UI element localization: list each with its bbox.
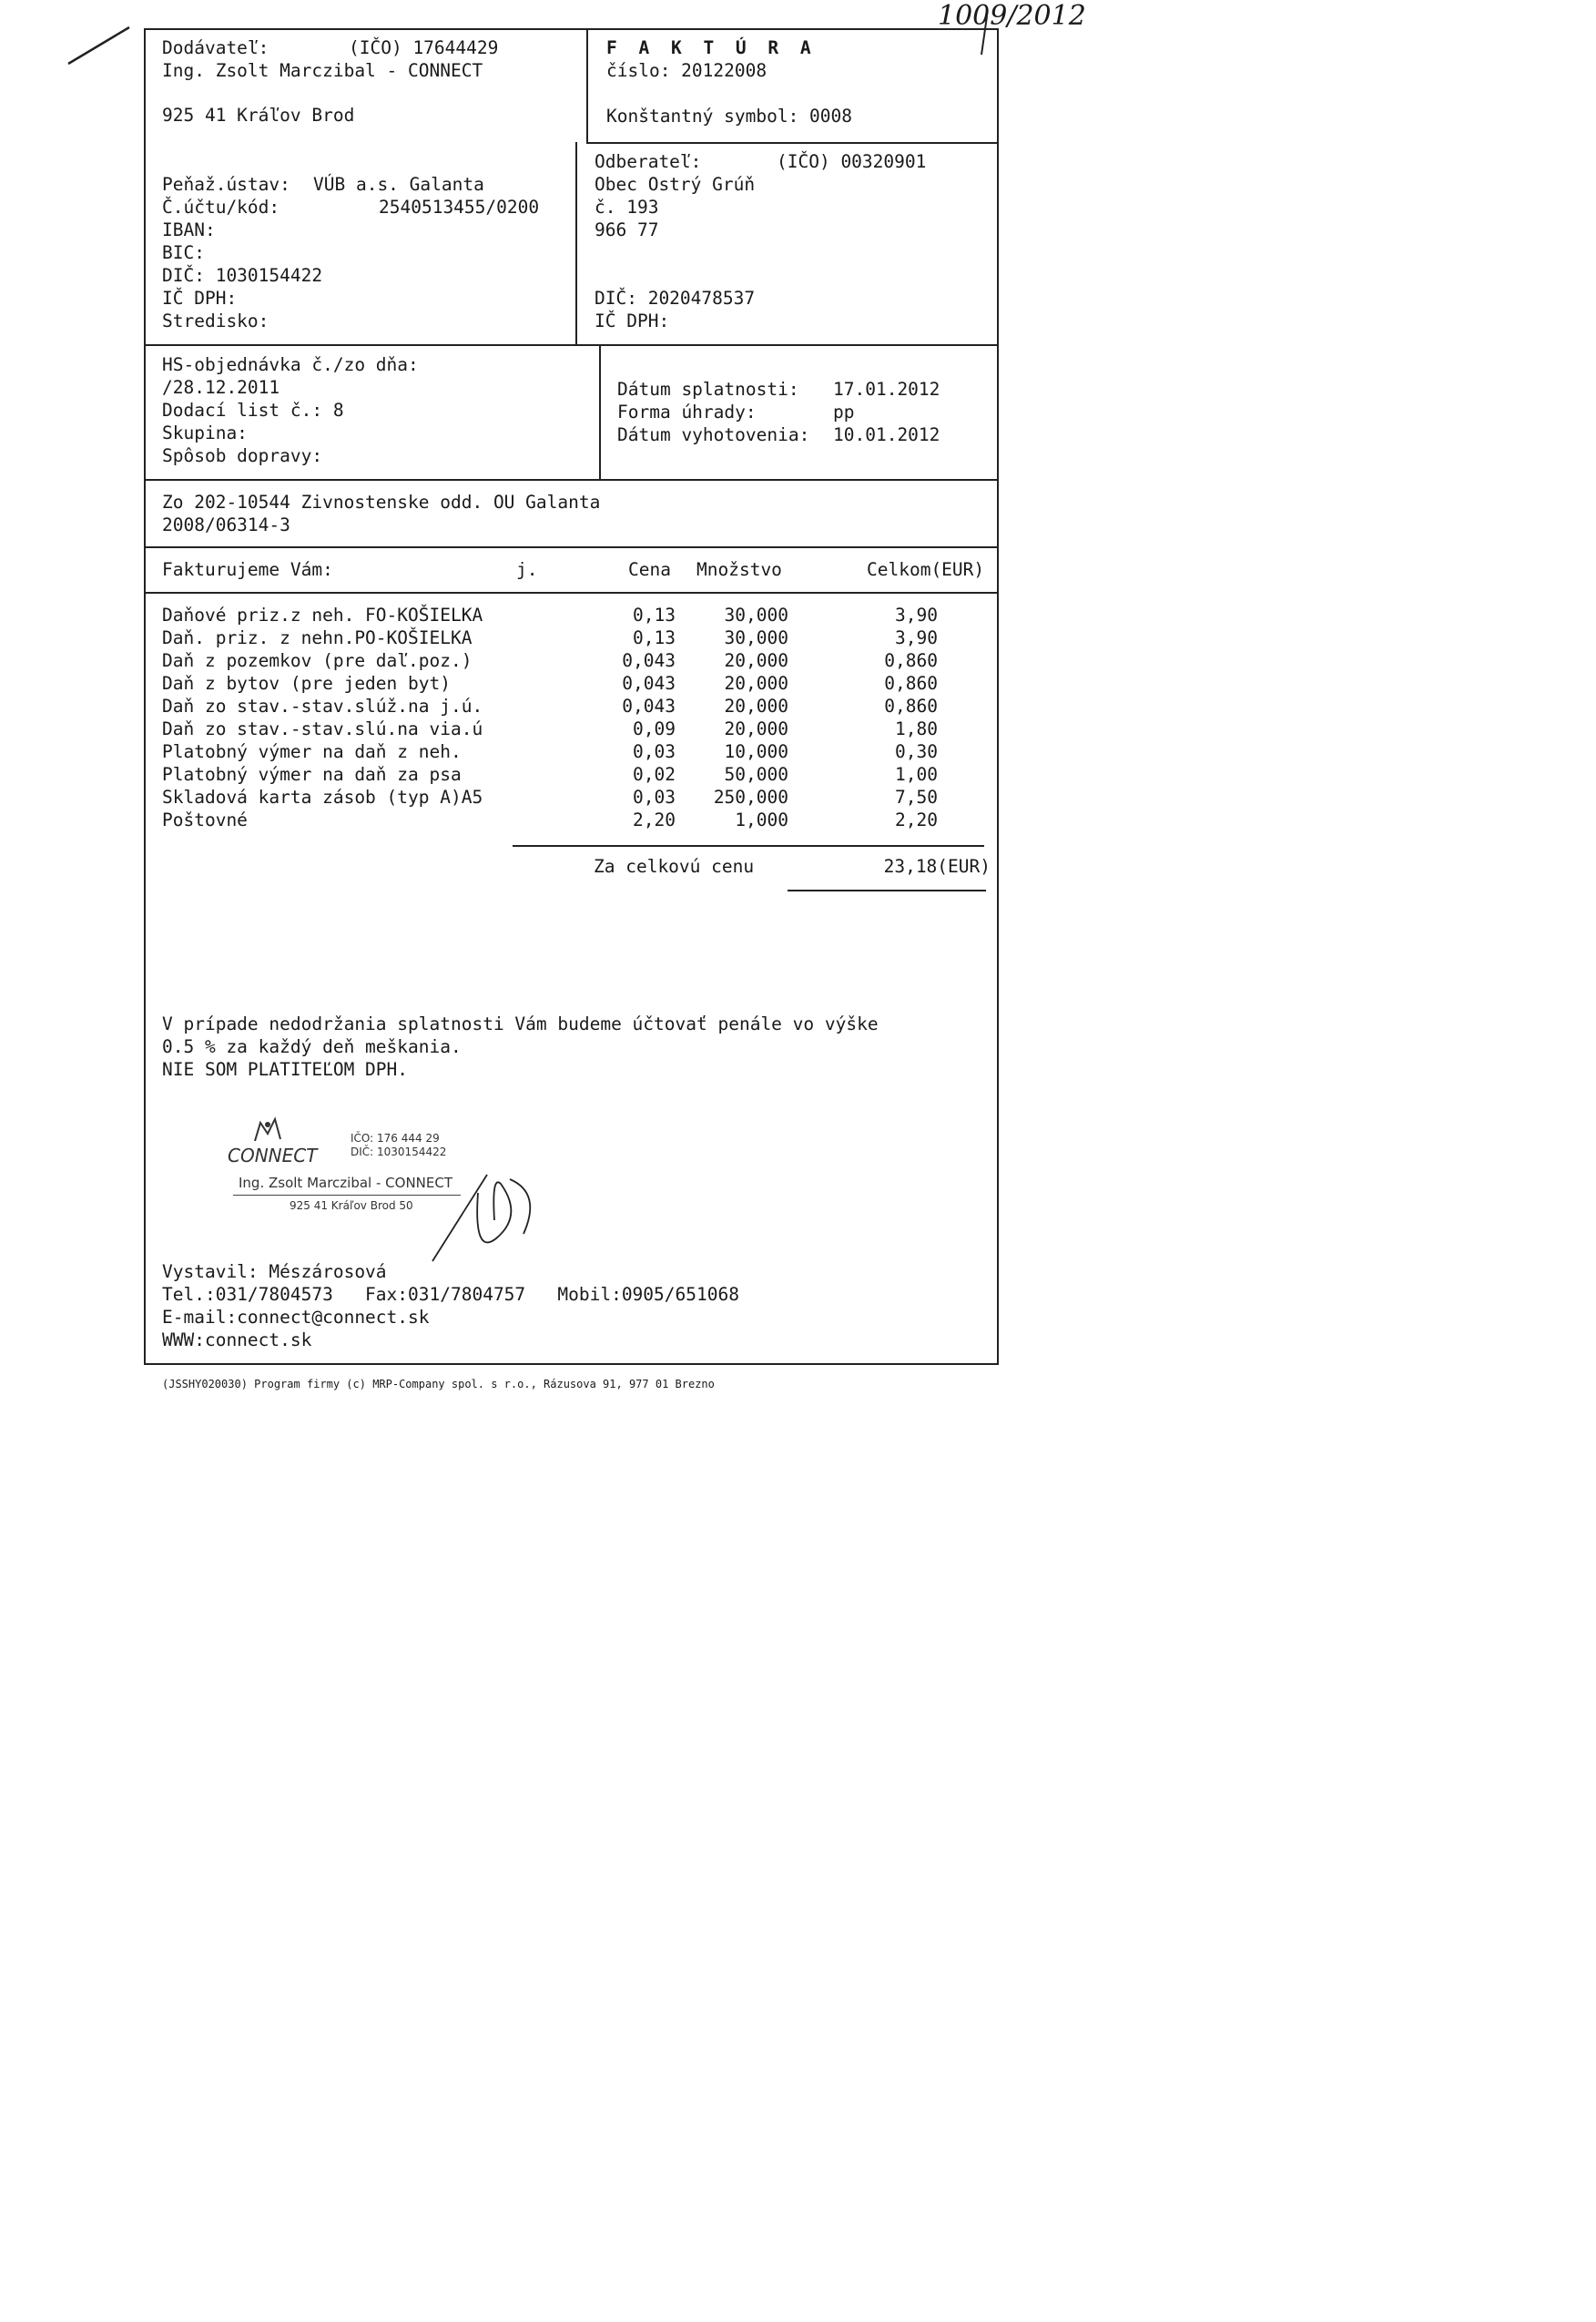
account-number: 2540513455/0200 xyxy=(379,197,540,218)
notice-line1: V prípade nedodržania splatnosti Vám budeme účtovať penále vo výške xyxy=(162,1013,879,1034)
item-description: Daň. priz. z nehn.PO-KOŠIELKA xyxy=(162,627,473,648)
item-quantity: 1,000 xyxy=(735,810,788,830)
item-price: 0,13 xyxy=(633,605,676,626)
item-total: 0,860 xyxy=(884,650,938,671)
iban: IBAN: xyxy=(162,219,216,240)
issued-label: Dátum vyhotovenia: xyxy=(617,424,810,445)
item-total: 0,860 xyxy=(884,696,938,717)
item-quantity: 20,000 xyxy=(724,673,788,694)
payment-method: pp xyxy=(833,402,855,423)
item-total: 0,860 xyxy=(884,673,938,694)
stamp-address: 925 41 Kráľov Brod 50 xyxy=(290,1199,413,1212)
item-total: 1,80 xyxy=(895,718,938,739)
supplier-address: 925 41 Kráľov Brod xyxy=(162,105,355,126)
item-total: 0,30 xyxy=(895,741,938,762)
website: WWW:connect.sk xyxy=(162,1329,312,1350)
due-date: 17.01.2012 xyxy=(833,379,940,400)
signature xyxy=(423,1166,551,1266)
payment-label: Forma úhrady: xyxy=(617,402,757,423)
item-total: 3,90 xyxy=(895,605,938,626)
invoice-number: číslo: 20122008 xyxy=(606,60,768,81)
col-header-desc: Fakturujeme Vám: xyxy=(162,559,333,580)
item-quantity: 20,000 xyxy=(724,650,788,671)
item-price: 2,20 xyxy=(633,810,676,830)
col-header-qty: Množstvo xyxy=(696,559,782,580)
divider xyxy=(144,479,999,481)
transport: Spôsob dopravy: xyxy=(162,445,323,466)
stredisko: Stredisko: xyxy=(162,311,269,331)
total-underline xyxy=(788,890,986,891)
bank-name: VÚB a.s. Galanta xyxy=(313,174,484,195)
checkmark-stroke xyxy=(64,23,137,68)
customer-dic: DIČ: 2020478537 xyxy=(595,288,756,309)
divider xyxy=(586,28,588,143)
item-price: 0,02 xyxy=(633,764,676,785)
notice-line3: NIE SOM PLATITEĽOM DPH. xyxy=(162,1059,409,1080)
program-line: (JSSHY020030) Program firmy (c) MRP-Company spol. s r.o., Rázusova 91, 977 01 Brezno xyxy=(162,1378,715,1390)
item-description: Daň z pozemkov (pre daľ.poz.) xyxy=(162,650,473,671)
supplier-dic: DIČ: 1030154422 xyxy=(162,265,323,286)
item-price: 0,03 xyxy=(633,787,676,808)
customer-ic-dph: IČ DPH: xyxy=(595,311,670,331)
item-quantity: 20,000 xyxy=(724,718,788,739)
delivery-note: Dodací list č.: 8 xyxy=(162,400,344,421)
item-description: Daňové priz.z neh. FO-KOŠIELKA xyxy=(162,605,483,626)
supplier-name: Ing. Zsolt Marczibal - CONNECT xyxy=(162,60,483,81)
handwritten-doc-number: 1009/2012 xyxy=(938,0,1086,32)
stamp-logo-icon xyxy=(249,1115,286,1145)
item-description: Daň zo stav.-stav.slú.na via.ú xyxy=(162,718,483,739)
stamp-ico: IČO: 176 444 29 xyxy=(351,1132,440,1145)
divider xyxy=(575,142,577,344)
item-description: Daň z bytov (pre jeden byt) xyxy=(162,673,451,694)
item-price: 0,09 xyxy=(633,718,676,739)
phones: Tel.:031/7804573 Fax:031/7804757 Mobil:0905/651068 xyxy=(162,1284,739,1305)
bic: BIC: xyxy=(162,242,205,263)
item-description: Platobný výmer na daň za psa xyxy=(162,764,462,785)
total-label: Za celkovú cenu xyxy=(594,856,755,877)
divider xyxy=(144,546,999,548)
item-quantity: 20,000 xyxy=(724,696,788,717)
supplier-label: Dodávateľ: xyxy=(162,37,269,58)
notice-line2: 0.5 % za každý deň meškania. xyxy=(162,1036,462,1057)
item-quantity: 30,000 xyxy=(724,605,788,626)
item-price: 0,043 xyxy=(622,650,676,671)
order-hs: HS-objednávka č./zo dňa: xyxy=(162,354,419,375)
divider xyxy=(144,344,999,346)
registration-line1: Zo 202-10544 Zivnostenske odd. OU Galanta xyxy=(162,492,601,513)
item-quantity: 30,000 xyxy=(724,627,788,648)
customer-ico: (IČO) 00320901 xyxy=(777,151,927,172)
customer-label: Odberateľ: xyxy=(595,151,702,172)
item-description: Poštovné xyxy=(162,810,248,830)
item-quantity: 10,000 xyxy=(724,741,788,762)
supplier-ico: (IČO) 17644429 xyxy=(349,37,499,58)
item-price: 0,03 xyxy=(633,741,676,762)
issued-date: 10.01.2012 xyxy=(833,424,940,445)
item-quantity: 250,000 xyxy=(713,787,788,808)
item-total: 7,50 xyxy=(895,787,938,808)
stamp-name: Ing. Zsolt Marczibal - CONNECT xyxy=(239,1175,452,1191)
group: Skupina: xyxy=(162,423,248,443)
item-description: Platobný výmer na daň z neh. xyxy=(162,741,462,762)
stamp-dic: DIČ: 1030154422 xyxy=(351,1146,447,1158)
item-price: 0,043 xyxy=(622,696,676,717)
divider xyxy=(586,142,999,144)
item-description: Skladová karta zásob (typ A)A5 xyxy=(162,787,483,808)
constant-symbol: Konštantný symbol: 0008 xyxy=(606,106,853,127)
email: E-mail:connect@connect.sk xyxy=(162,1307,430,1328)
divider xyxy=(144,592,999,594)
issued-by: Vystavil: Mészárosová xyxy=(162,1261,387,1282)
item-total: 3,90 xyxy=(895,627,938,648)
stamp-logo: CONNECT xyxy=(228,1145,318,1166)
item-quantity: 50,000 xyxy=(724,764,788,785)
account-label: Č.účtu/kód: xyxy=(162,197,280,218)
item-description: Daň zo stav.-stav.slúž.na j.ú. xyxy=(162,696,483,717)
item-total: 2,20 xyxy=(895,810,938,830)
divider xyxy=(599,344,601,479)
supplier-ic-dph: IČ DPH: xyxy=(162,288,238,309)
bank-label: Peňaž.ústav: xyxy=(162,174,290,195)
customer-zip: 966 77 xyxy=(595,219,659,240)
due-label: Dátum splatnosti: xyxy=(617,379,799,400)
total-amount: 23,18(EUR) xyxy=(883,856,991,877)
col-header-price: Cena xyxy=(628,559,671,580)
item-price: 0,13 xyxy=(633,627,676,648)
registration-line2: 2008/06314-3 xyxy=(162,514,290,535)
customer-street: č. 193 xyxy=(595,197,659,218)
item-price: 0,043 xyxy=(622,673,676,694)
col-header-unit: j. xyxy=(516,559,538,580)
invoice-title: F A K T Ú R A xyxy=(606,37,817,58)
customer-name: Obec Ostrý Grúň xyxy=(595,174,756,195)
col-header-total: Celkom(EUR) xyxy=(867,559,985,580)
order-hs-date: /28.12.2011 xyxy=(162,377,280,398)
total-rule xyxy=(513,845,984,847)
item-total: 1,00 xyxy=(895,764,938,785)
